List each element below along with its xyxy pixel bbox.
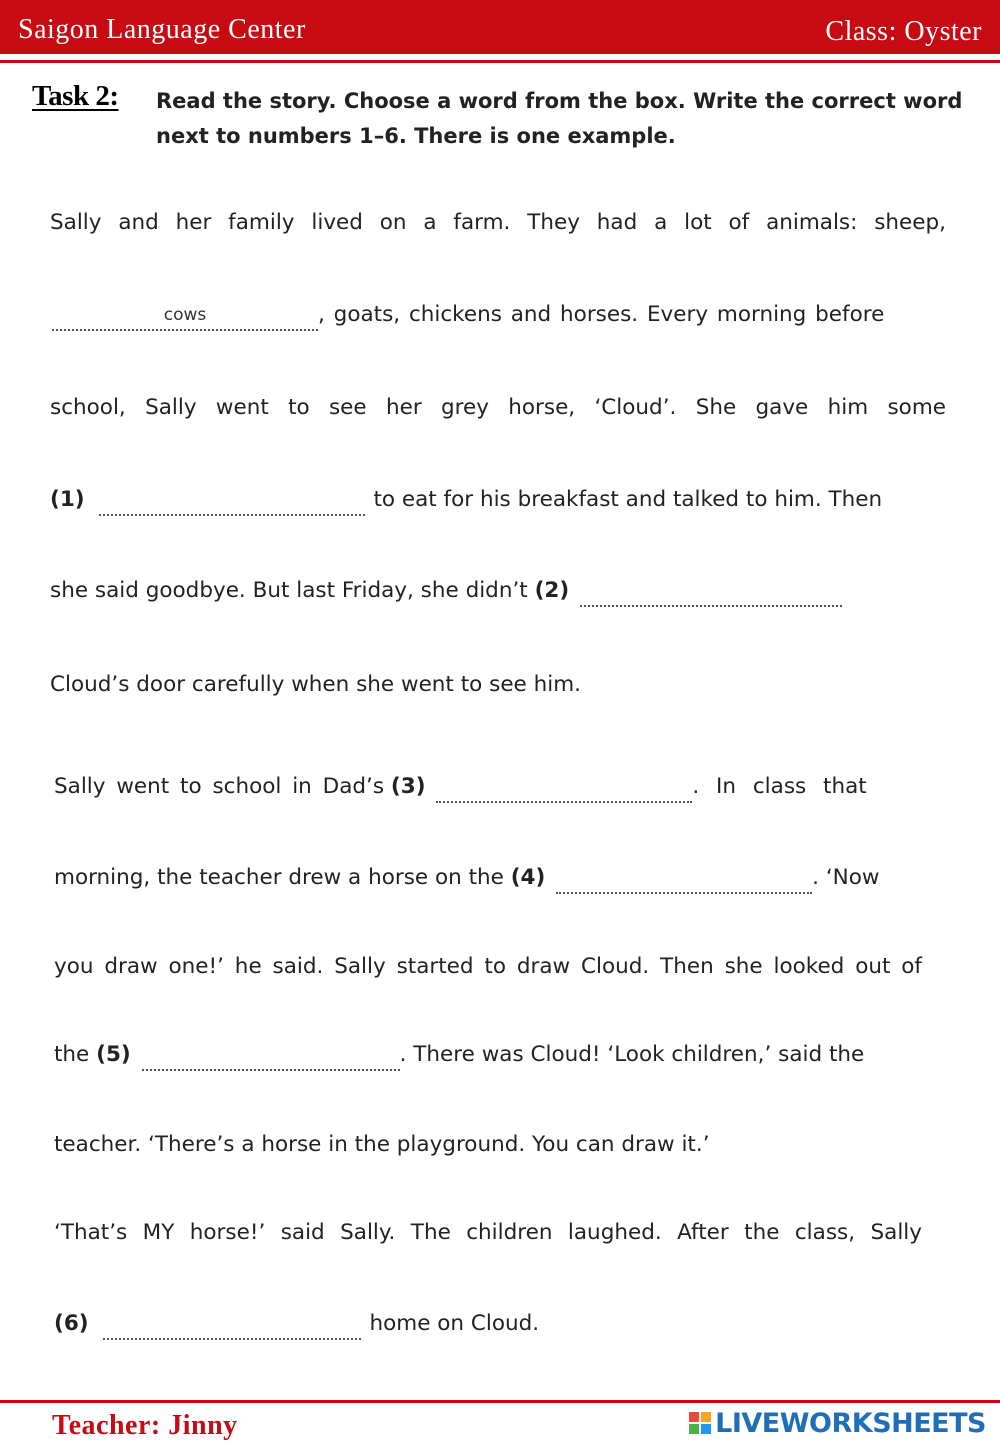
story-line-7 [54, 774, 867, 803]
answer-input-4[interactable] [556, 866, 812, 890]
answer-blank-1[interactable] [99, 490, 365, 516]
story-text: teacher. ‘There’s a horse in the playground. You can draw it.’ [54, 1132, 710, 1157]
question-number-6: (6) [54, 1311, 89, 1336]
story-line-6 [50, 672, 581, 697]
story-text: the [54, 1042, 90, 1067]
story-line-10 [54, 1042, 864, 1071]
answer-blank-2[interactable] [580, 581, 842, 607]
school-name: Saigon Language Center [18, 14, 306, 45]
header-divider [0, 60, 1000, 63]
story-text: to eat for his breakfast and talked to him. Then [373, 487, 883, 512]
story-line-4 [50, 487, 882, 516]
liveworksheets-icon [689, 1412, 711, 1434]
teacher-name: Teacher: Jinny [52, 1410, 238, 1441]
answer-input-2[interactable] [580, 579, 842, 603]
story-line-1 [50, 210, 946, 235]
story-text: Sally and her family lived on a farm. They had a lot of animals: sheep, [50, 210, 946, 235]
story-text: school, Sally went to see her grey horse, ‘Cloud’. She gave him some [50, 395, 946, 420]
answer-input-6[interactable] [103, 1312, 361, 1336]
story-line-3 [50, 395, 946, 420]
header-bar [0, 0, 1000, 54]
example-word: cows [163, 305, 207, 325]
question-number-1: (1) [50, 487, 85, 512]
answer-blank-6[interactable] [103, 1314, 361, 1340]
story-line-8 [54, 865, 880, 894]
story-text: morning, the teacher drew a horse on the [54, 865, 504, 890]
story-line-11 [54, 1132, 710, 1157]
task-instruction: Read the story. Choose a word from the box. Write the correct word next to numbers 1–6. There is one example. [156, 89, 963, 148]
story-text: . ‘Now [812, 865, 880, 890]
brand-logo-link[interactable] [689, 1408, 986, 1438]
question-number-5: (5) [96, 1042, 131, 1067]
question-number-4: (4) [510, 865, 546, 890]
task-label: Task 2: [32, 80, 119, 112]
answer-blank-3[interactable] [436, 777, 692, 803]
story-line-9 [54, 954, 922, 979]
answer-input-5[interactable] [142, 1043, 400, 1067]
story-line-12 [54, 1220, 922, 1245]
answer-input-3[interactable] [436, 775, 692, 799]
example-blank [52, 305, 318, 331]
question-number-2: (2) [534, 578, 570, 603]
answer-blank-4[interactable] [556, 868, 812, 894]
story-line-5 [50, 578, 842, 607]
story-text: . In class that [692, 774, 867, 799]
answer-blank-5[interactable] [142, 1045, 400, 1071]
story-text: ‘That’s MY horse!’ said Sally. The children laughed. After the class, Sally [54, 1220, 922, 1245]
story-text: you draw one!’ he said. Sally started to draw Cloud. Then she looked out of [54, 954, 922, 979]
story-text: Sally went to school in Dad’s [54, 774, 385, 799]
story-line-2 [52, 302, 884, 331]
story-text: , goats, chickens and horses. Every morning before [318, 302, 885, 327]
story-text: . There was Cloud! ‘Look children,’ said the [399, 1042, 865, 1067]
answer-input-1[interactable] [99, 488, 365, 512]
story-text: home on Cloud. [369, 1311, 540, 1336]
story-text: Cloud’s door carefully when she went to see him. [50, 672, 581, 697]
footer-divider [0, 1400, 1000, 1403]
class-name: Class: Oyster [825, 16, 982, 47]
question-number-3: (3) [390, 774, 426, 799]
story-line-13 [54, 1311, 539, 1340]
story-text: she said goodbye. But last Friday, she didn’t [50, 578, 528, 603]
brand-text: LIVEWORKSHEETS [715, 1407, 986, 1439]
